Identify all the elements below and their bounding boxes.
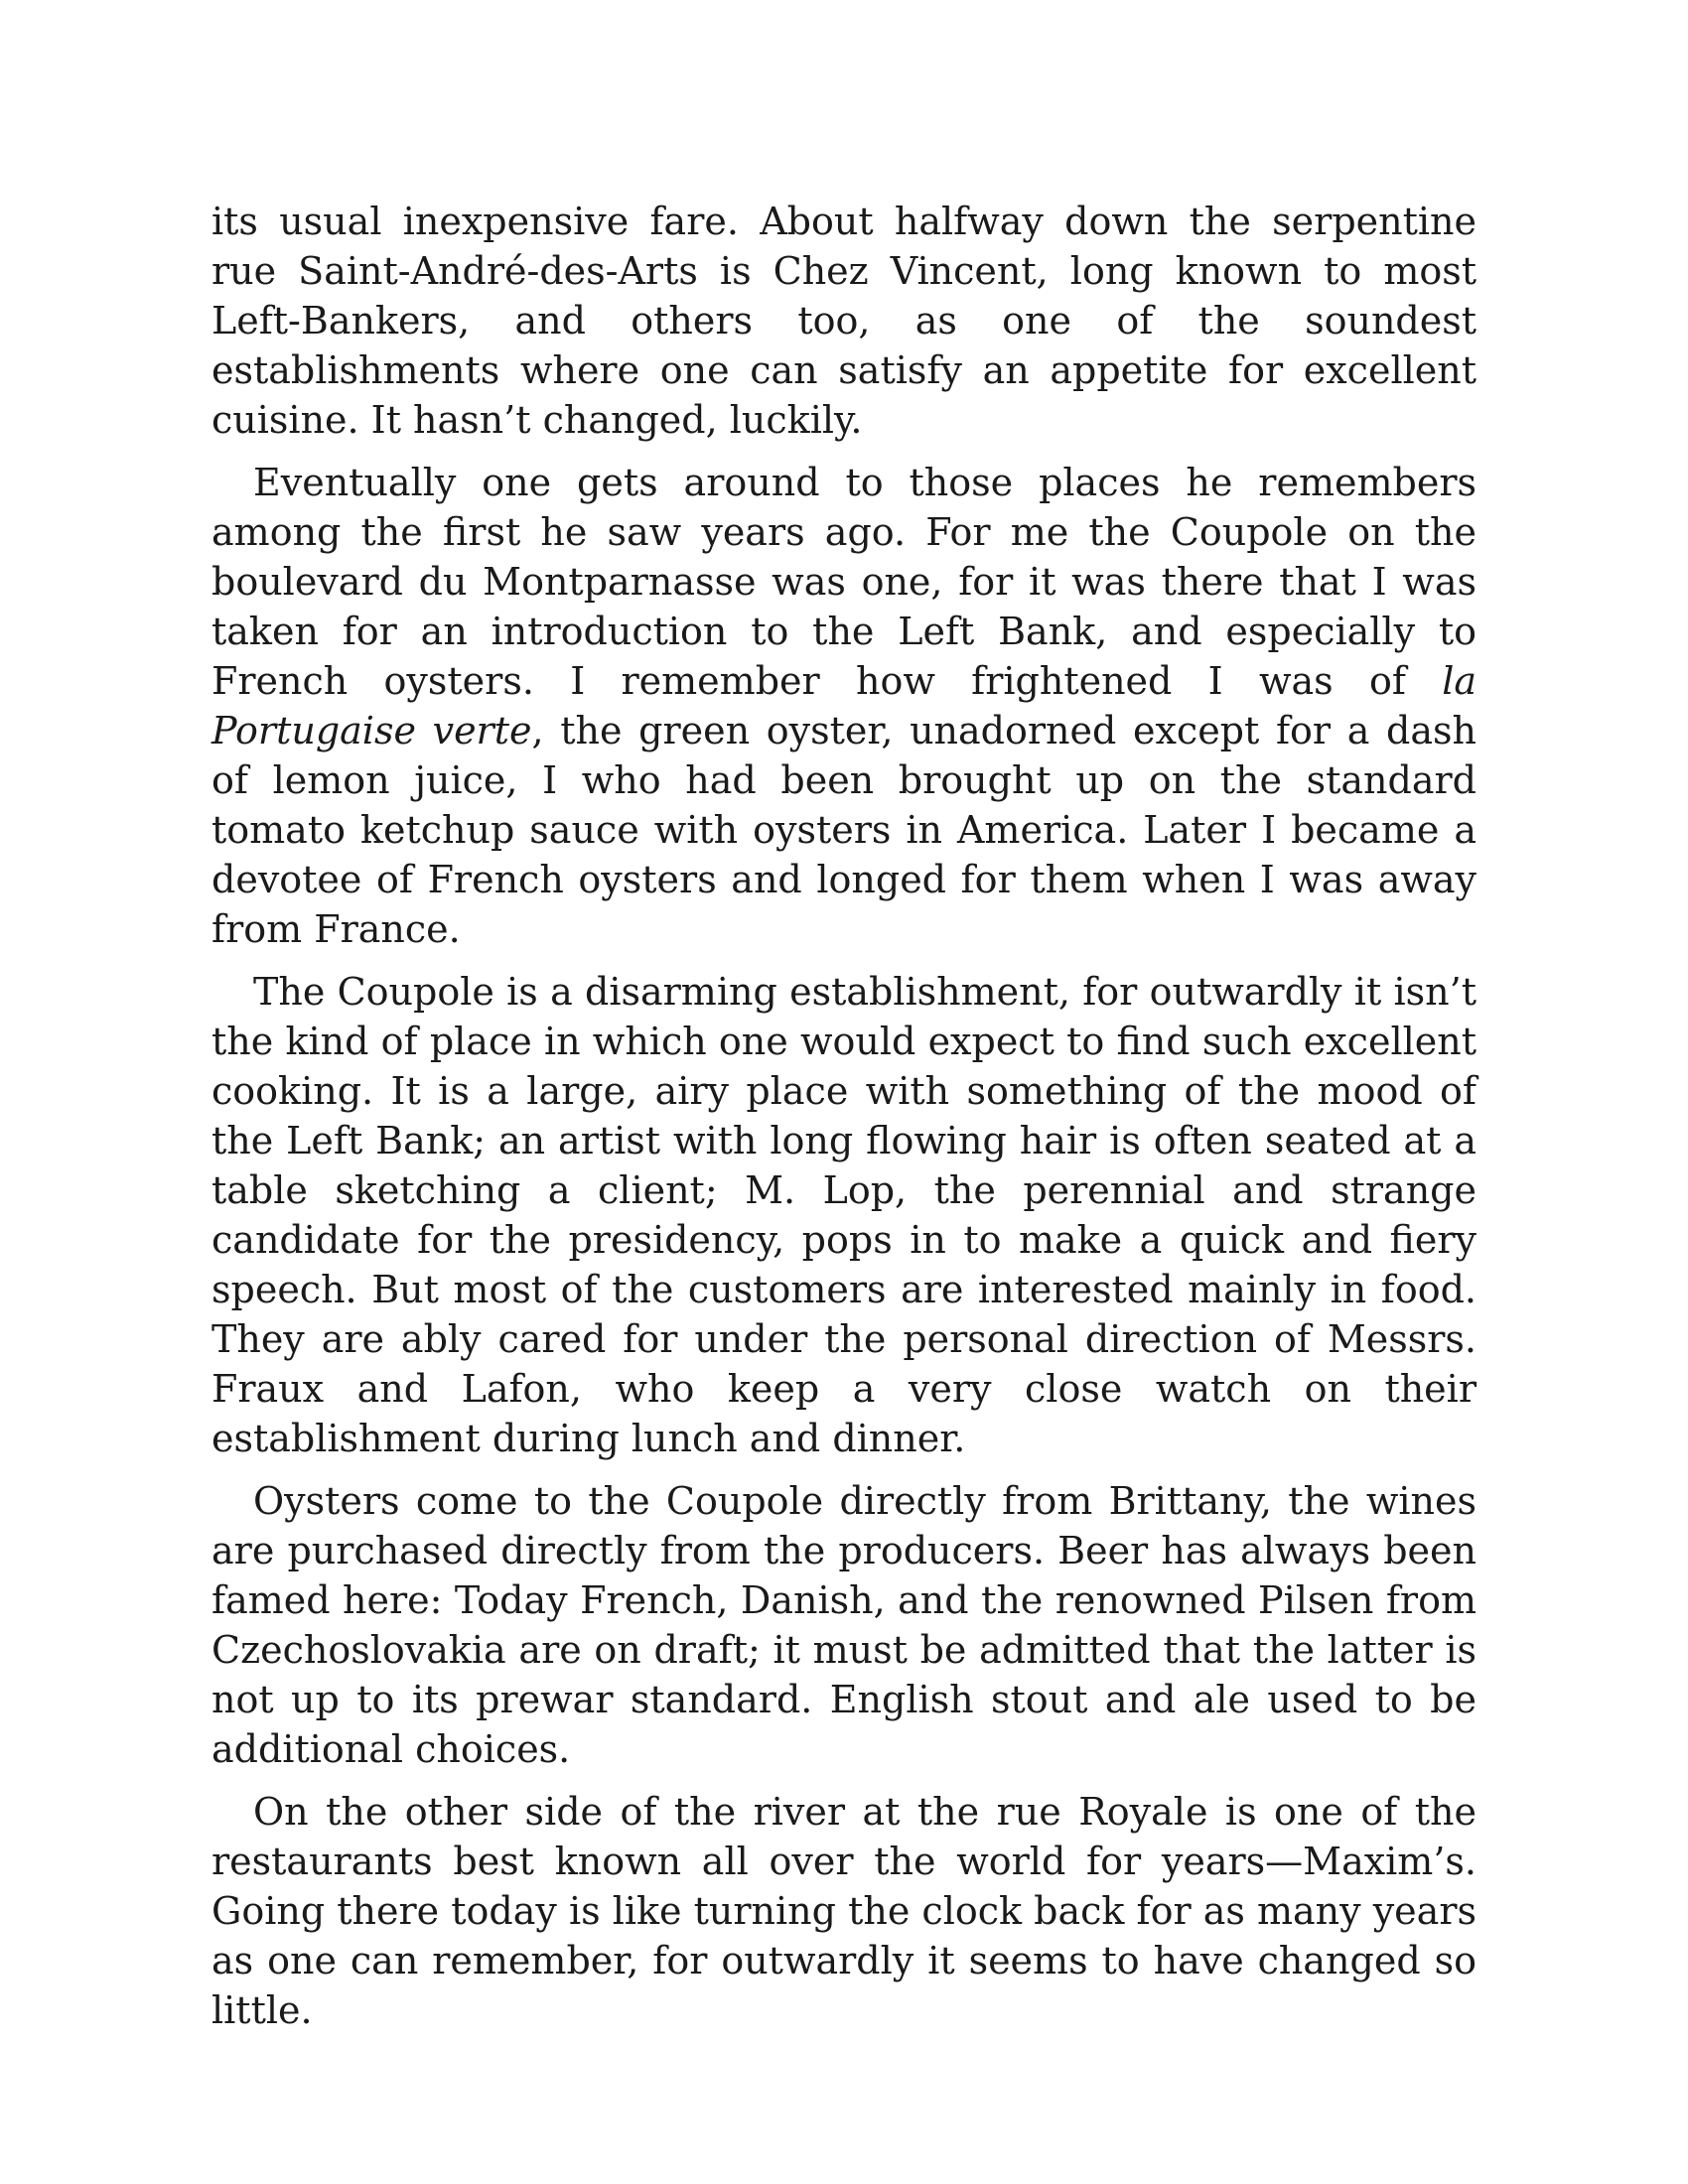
paragraph-text: Eventually one gets around to those places he remembers among the first he saw years ago. For me the Coupole on the boulevard du Montparnasse was one, for it was there that I was taken for an introduction to the Left Bank, and especially to French oysters. I remember how frightened I was of [211,461,1477,703]
paragraph-coupole-memory [211,458,1477,954]
paragraph-coupole-description: The Coupole is a disarming establishment, for outwardly it isn’t the kind of place in which one would expect to find such excellent cooking. It is a large, airy place with something of the mood of the Left Bank; an artist with long flowing hair is often seated at a table sketching a client; M. Lop, the perennial and strange candidate for the presidency, pops in to make a quick and fiery speech. But most of the customers are interested mainly in food. They are ably cared for under the personal direction of Messrs. Fraux and Lafon, who keep a very close watch on their establishment during lunch and dinner. [211,970,1477,1460]
paragraph-text: , the green oyster, unadorned except for a dash of lemon juice, I who had been brought up on the standard tomato ketchup sauce with oysters in America. Later I became a devotee of French oysters and longed for them when I was away from France. [211,709,1477,951]
paragraph-oysters-beer: Oysters come to the Coupole directly from Brittany, the wines are purchased directly from the producers. Beer has always been famed here: Today French, Danish, and the renowned Pilsen from Czechoslovakia are on draft; it must be admitted that the latter is not up to its prewar standard. English stout and ale used to be additional choices. [211,1479,1477,1771]
italic-phrase: la Portugaise verte [211,659,1477,752]
paragraph-chez-vincent: its usual inexpensive fare. About halfway down the serpentine rue Saint-André-des-Arts is Chez Vincent, long known to most Left-Bankers, and others too, as one of the soundest establishments where one can satisfy an appetite for excellent cuisine. It hasn’t changed, luckily. [211,200,1477,442]
page-body [211,197,1477,2048]
paragraph-maxims: On the other side of the river at the rue Royale is one of the restaurants best known all over the world for years—Maxim’s. Going there today is like turning the clock back for as many years as one can remember, for outwardly it seems to have changed so little. [211,1790,1477,2032]
